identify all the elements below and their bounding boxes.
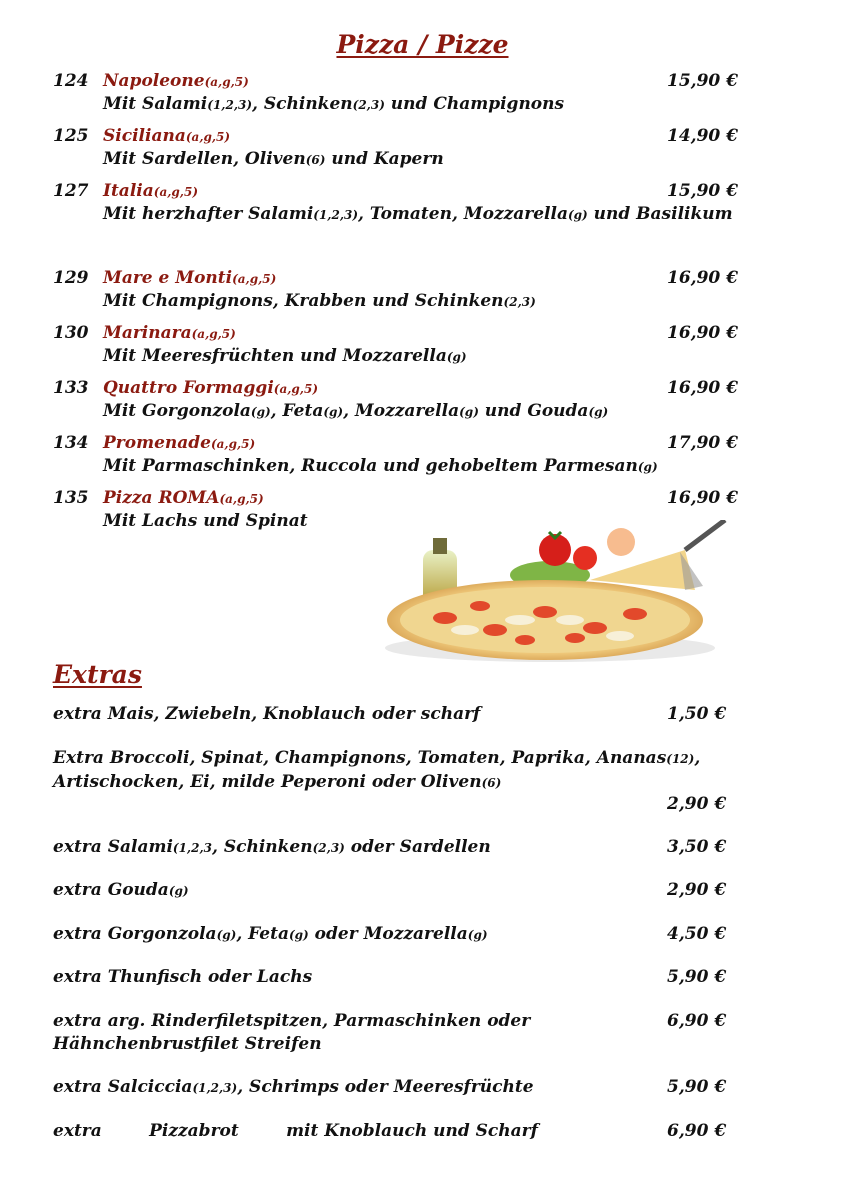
allergen-code: (1,2,3) [313, 208, 359, 222]
allergen-code: (g) [168, 884, 189, 898]
extra-description [53, 879, 653, 903]
item-allergens: (a,g,5) [204, 75, 249, 89]
pizza-slice-photo-icon [385, 520, 730, 670]
text-run: , Feta [236, 924, 289, 944]
item-name-text: Quattro Formaggi [103, 378, 274, 398]
item-allergens: (a,g,5) [232, 272, 277, 286]
allergen-code: (2,3) [312, 841, 345, 855]
text-run: extra arg. Rinderfiletspitzen, Parmaschinken oder Hähnchenbrustfilet Streifen [53, 1011, 537, 1054]
item-name [103, 180, 198, 204]
text-run: Extra Broccoli, Spinat, Champignons, Tomaten, Paprika, Ananas [53, 748, 667, 768]
text-run: extra Gorgonzola [53, 924, 217, 944]
allergen-code: (g) [288, 928, 309, 942]
item-description [103, 290, 763, 314]
item-name [103, 322, 236, 346]
text-run: extra Pizzabrot mit Knoblauch und Scharf [53, 1121, 538, 1141]
extra-description [53, 1010, 653, 1056]
extra-description [53, 703, 653, 726]
extra-description [53, 836, 653, 860]
item-name [103, 377, 318, 401]
text-run: und Basilikum [587, 204, 733, 224]
allergen-code: (1,2,3 [172, 841, 212, 855]
extras-section-title: Extras [53, 660, 142, 689]
text-run: oder Mozzarella [308, 924, 468, 944]
item-price: 16,90 € [667, 268, 738, 288]
allergen-code: (6) [481, 776, 502, 790]
text-run: Mit Champignons, Krabben und Schinken [103, 291, 504, 311]
item-description [103, 455, 763, 479]
allergen-code: (2,3) [352, 98, 385, 112]
pizza-section-title: Pizza / Pizze [336, 30, 509, 59]
item-name-text: Italia [103, 181, 154, 201]
item-allergens: (a,g,5) [273, 382, 319, 396]
extra-price: 4,50 € [667, 924, 727, 944]
item-description [103, 345, 763, 369]
item-name [103, 432, 255, 456]
item-number: 127 [53, 181, 89, 201]
text-run: extra Salami [53, 837, 173, 857]
text-run: extra Salciccia [53, 1077, 193, 1097]
allergen-code: (g) [446, 350, 467, 364]
allergen-code: (g) [588, 405, 609, 419]
text-run: und Champignons [384, 94, 565, 114]
item-number: 130 [53, 323, 89, 343]
item-name-text: Siciliana [103, 126, 186, 146]
extra-price: 6,90 € [667, 1121, 727, 1141]
extra-description [53, 966, 653, 989]
item-number: 125 [53, 126, 89, 146]
item-number: 134 [53, 433, 89, 453]
item-allergens: (a,g,5) [219, 492, 264, 506]
allergen-code: (g) [250, 405, 271, 419]
text-run: Mit Meeresfrüchten und Mozzarella [103, 346, 447, 366]
item-price: 16,90 € [667, 378, 738, 398]
text-run: , Artischocken, Ei, milde Peperoni oder Oliven [53, 748, 707, 792]
extra-price: 5,90 € [667, 967, 727, 987]
item-price: 15,90 € [667, 71, 738, 91]
item-price: 15,90 € [667, 181, 738, 201]
text-run: Mit Gorgonzola [103, 401, 251, 421]
text-run: oder Sardellen [344, 837, 491, 857]
item-description [103, 148, 763, 172]
text-run: , Schinken [212, 837, 313, 857]
item-name-text: Pizza ROMA [103, 488, 220, 508]
item-name [103, 70, 249, 94]
allergen-code: (g) [637, 460, 658, 474]
item-name-text: Napoleone [103, 71, 205, 91]
extra-description [53, 1076, 653, 1100]
text-run: , Schrimps oder Meeresfrüchte [237, 1077, 534, 1097]
extra-description [53, 1120, 653, 1143]
allergen-code: (12) [666, 752, 695, 766]
item-description [103, 400, 763, 424]
item-allergens: (a,g,5) [153, 185, 198, 199]
text-run: Mit Sardellen, Oliven [103, 149, 306, 169]
item-name-text: Marinara [103, 323, 192, 343]
text-run: , Mozzarella [343, 401, 460, 421]
item-allergens: (a,g,5) [191, 327, 236, 341]
extra-description [53, 923, 653, 947]
extra-price: 3,50 € [667, 837, 727, 857]
text-run: und Gouda [478, 401, 589, 421]
text-run: extra Gouda [53, 880, 169, 900]
extra-price: 1,50 € [667, 704, 727, 724]
item-price: 14,90 € [667, 126, 738, 146]
item-price: 16,90 € [667, 488, 738, 508]
item-number: 135 [53, 488, 89, 508]
text-run: extra Thunfisch oder Lachs [53, 967, 313, 987]
allergen-code: (6) [305, 153, 326, 167]
extra-price: 5,90 € [667, 1077, 727, 1097]
item-name-text: Mare e Monti [103, 268, 233, 288]
allergen-code: (g) [567, 208, 588, 222]
item-description [103, 203, 763, 227]
text-run: , Schinken [252, 94, 353, 114]
allergen-code: (g) [459, 405, 479, 419]
allergen-code: (1,2,3) [192, 1081, 238, 1095]
text-run: , Tomaten, Mozzarella [358, 204, 568, 224]
text-run: Mit Parmaschinken, Ruccola und gehobeltem Parmesan [103, 456, 638, 476]
item-name-text: Promenade [103, 433, 211, 453]
allergen-code: (1,2,3) [207, 98, 253, 112]
item-number: 124 [53, 71, 89, 91]
text-run: Mit Lachs und Spinat [103, 511, 308, 531]
item-price: 16,90 € [667, 323, 738, 343]
allergen-code: (g) [467, 928, 488, 942]
text-run: Mit Salami [103, 94, 208, 114]
allergen-code: (g) [323, 405, 344, 419]
item-name [103, 267, 276, 291]
item-allergens: (a,g,5) [185, 130, 231, 144]
item-number: 133 [53, 378, 89, 398]
item-name [103, 125, 230, 149]
extra-price: 2,90 € [667, 794, 727, 814]
item-number: 129 [53, 268, 89, 288]
allergen-code: (2,3) [503, 295, 536, 309]
extra-price: 2,90 € [667, 880, 727, 900]
item-price: 17,90 € [667, 433, 738, 453]
allergen-code: (g) [216, 928, 237, 942]
text-run: , Feta [270, 401, 324, 421]
item-description [103, 93, 763, 117]
extra-description [53, 747, 733, 795]
item-name [103, 487, 264, 511]
item-allergens: (a,g,5) [210, 437, 256, 451]
text-run: und Kapern [325, 149, 444, 169]
text-run: Mit herzhafter Salami [103, 204, 314, 224]
extra-price: 6,90 € [667, 1011, 727, 1031]
text-run: extra Mais, Zwiebeln, Knoblauch oder scharf [53, 704, 481, 724]
